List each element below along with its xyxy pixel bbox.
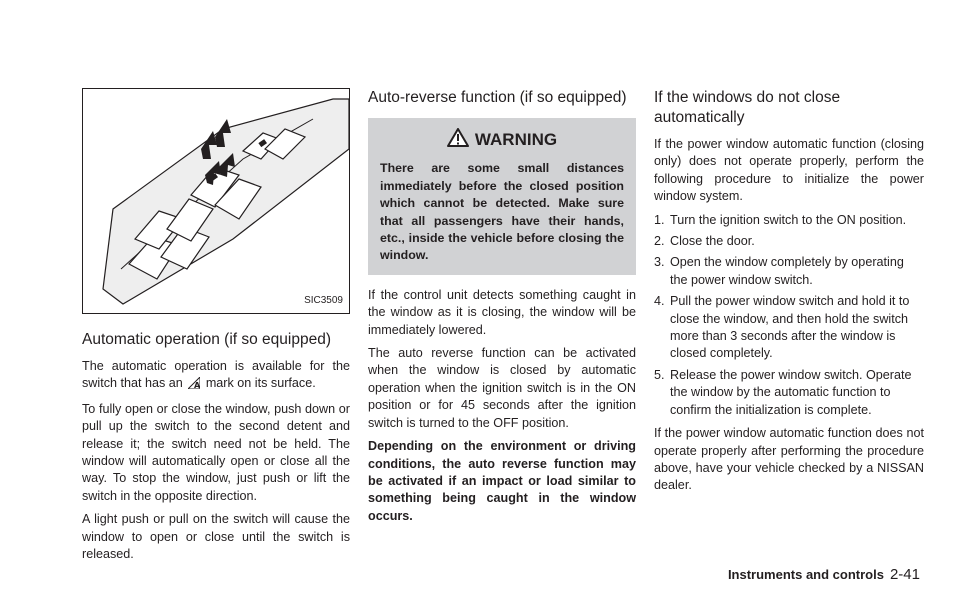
auto-reverse-para-1: If the control unit detects something caught in the window as it is closing, the window will be immediately lowered. (368, 287, 636, 337)
warning-text: There are some small distances immediately before the closed position which cannot be detected. Make sure that all passengers have their hands, etc., inside the vehicle before closing the window. (380, 161, 624, 263)
no-auto-close-heading: If the windows do not close automatically (654, 89, 841, 126)
list-item: 1. Turn the ignition switch to the ON position. (654, 212, 907, 227)
middle-column (368, 88, 636, 531)
automatic-operation-para-3: A light push or pull on the switch will cause the window to open or close until the switch is released. (82, 512, 350, 562)
automatic-operation-para-1 (82, 358, 350, 395)
power-window-switch-illustration (83, 89, 349, 313)
initialization-steps (654, 212, 924, 419)
page-footer (728, 566, 920, 583)
automatic-operation-heading: Automatic operation (if so equipped) (82, 331, 332, 348)
svg-text:A: A (194, 381, 201, 390)
list-item: 5. Release the power window switch. Operate the window by the automatic function to confirm the initialization is complete. (654, 367, 912, 417)
no-auto-close-outro: If the power window automatic function does not operate properly after performing the procedure above, have your vehicle checked by a NISSAN dealer. (654, 426, 924, 493)
auto-reverse-para-2: The auto reverse function can be activated when the window is closed by automatic operation when the ignition switch is in the ON position or for 45 seconds after the ignition switch is turned to the OFF position. (368, 346, 636, 430)
list-item: 2. Close the door. (654, 234, 755, 249)
list-item: 4. Pull the power window switch and hold it to close the window, and then hold the switch more than 3 seconds after the window is closed completely. (654, 294, 910, 361)
warning-title: WARNING (474, 129, 558, 149)
figure-code: SIC3509 (304, 294, 343, 306)
list-item: 3. Open the window completely by operating the power window switch. (654, 255, 904, 287)
right-column (654, 88, 924, 501)
para-text-before-icon: The automatic operation is available for the switch that has an (82, 359, 350, 391)
para-text-after-icon: mark on its surface. (205, 376, 316, 391)
auto-a-mark-icon (188, 377, 200, 394)
window-switch-figure (82, 88, 350, 314)
warning-header (380, 128, 624, 150)
auto-reverse-para-3: Depending on the environment or driving conditions, the auto reverse function may be activated if an impact or load similar to something being caught in the window occurs. (368, 439, 636, 523)
no-auto-close-intro: If the power window automatic function (closing only) does not operate properly, perform the following procedure to initialize the power window system. (654, 137, 924, 204)
automatic-operation-para-2: To fully open or close the window, push down or pull up the switch to the second detent and release it; the switch need not be held. The window will automatically open or close all the way. To stop the window, just push or lift the switch in the opposite direction. (82, 401, 350, 503)
section-title: Instruments and controls (727, 567, 884, 582)
auto-reverse-heading: Auto-reverse function (if so equipped) (368, 89, 627, 106)
page-number: 2-41 (889, 566, 920, 583)
warning-triangle-icon (447, 128, 469, 150)
warning-box (368, 118, 636, 275)
left-column (82, 84, 350, 569)
